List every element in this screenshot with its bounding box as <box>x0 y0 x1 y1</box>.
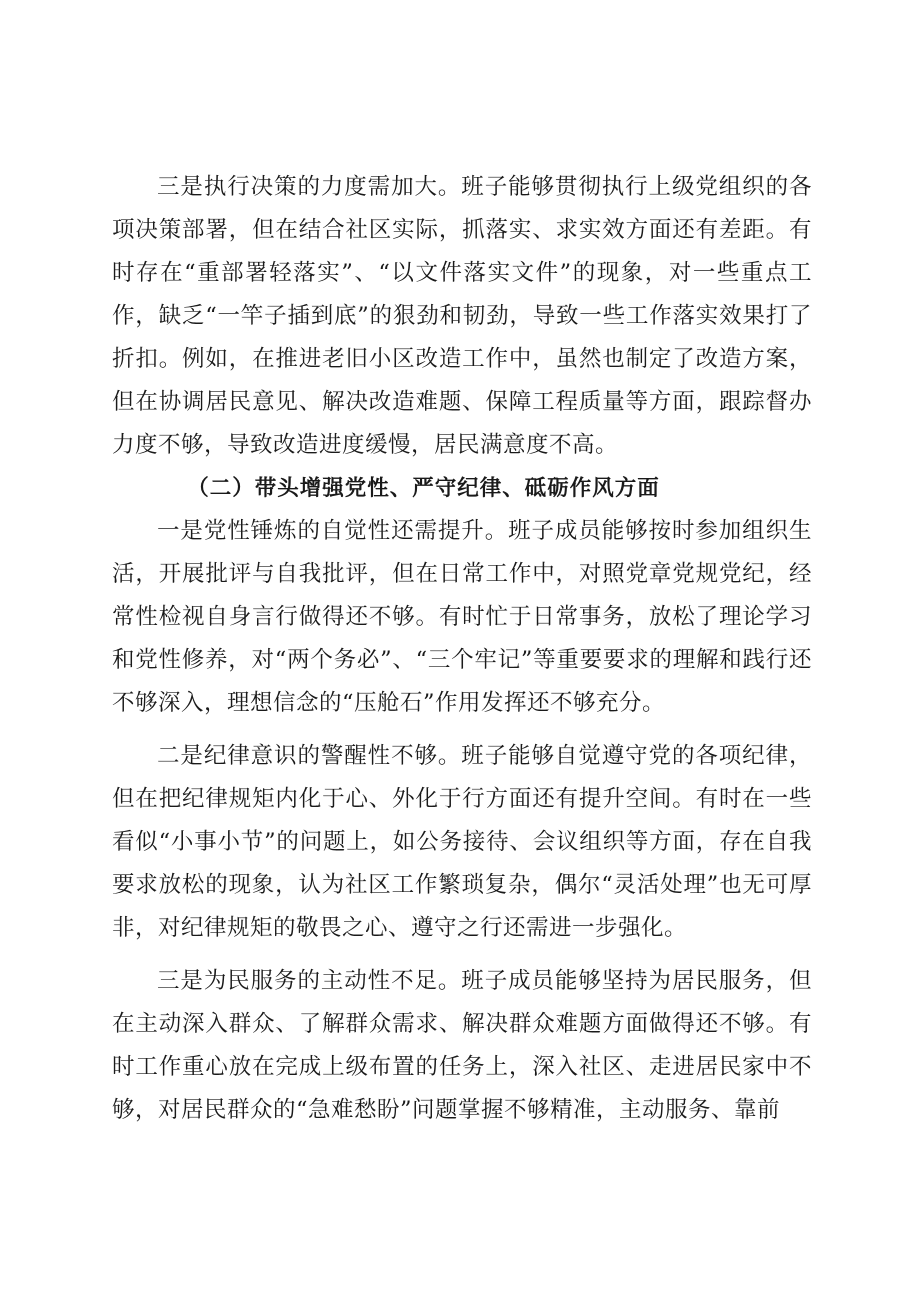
document-body <box>112 166 812 1132</box>
paragraph-party-spirit: 一是党性锤炼的自觉性还需提升。班子成员能够按时参加组织生活，开展批评与自我批评，但在日常工作中，对照党章党规党纪，经常性检视自身言行做得还不够。有时忙于日常事务，放松了理论学习和党性修养，对“两个务必”、“三个牢记”等重要要求的理解和践行还不够深入，理想信念的“压舱石”作用发挥还不够充分。 <box>112 518 812 716</box>
paragraph-service-initiative: 三是为民服务的主动性不足。班子成员能够坚持为居民服务，但在主动深入群众、了解群众需求、解决群众难题方面做得还不够。有时工作重心放在完成上级布置的任务上，深入社区、走进居民家中不够，对居民群众的“急难愁盼”问题掌握不够精准，主动服务、靠前 <box>112 968 812 1123</box>
paragraph-discipline-awareness: 二是纪律意识的警醒性不够。班子能够自觉遵守党的各项纪律，但在把纪律规矩内化于心、外化于行方面还有提升空间。有时在一些看似“小事小节”的问题上，如公务接待、会议组织等方面，存在自我要求放松的现象，认为社区工作繁琐复杂，偶尔“灵活处理”也无可厚非，对纪律规矩的敬畏之心、遵守之行还需进一步强化。 <box>112 743 812 941</box>
section-heading-party-spirit: （二）带头增强党性、严守纪律、砥砺作风方面 <box>187 476 660 501</box>
paragraph-execution-strength: 三是执行决策的力度需加大。班子能够贯彻执行上级党组织的各项决策部署，但在结合社区实际，抓落实、求实效方面还有差距。有时存在“重部署轻落实”、“以文件落实文件”的现象，对一些重点工作，缺乏“一竿子插到底”的狠劲和韧劲，导致一些工作落实效果打了折扣。例如，在推进老旧小区改造工作中，虽然也制定了改造方案，但在协调居民意见、解决改造难题、保障工程质量等方面，跟踪督办力度不够，导致改造进度缓慢，居民满意度不高。 <box>112 174 812 458</box>
